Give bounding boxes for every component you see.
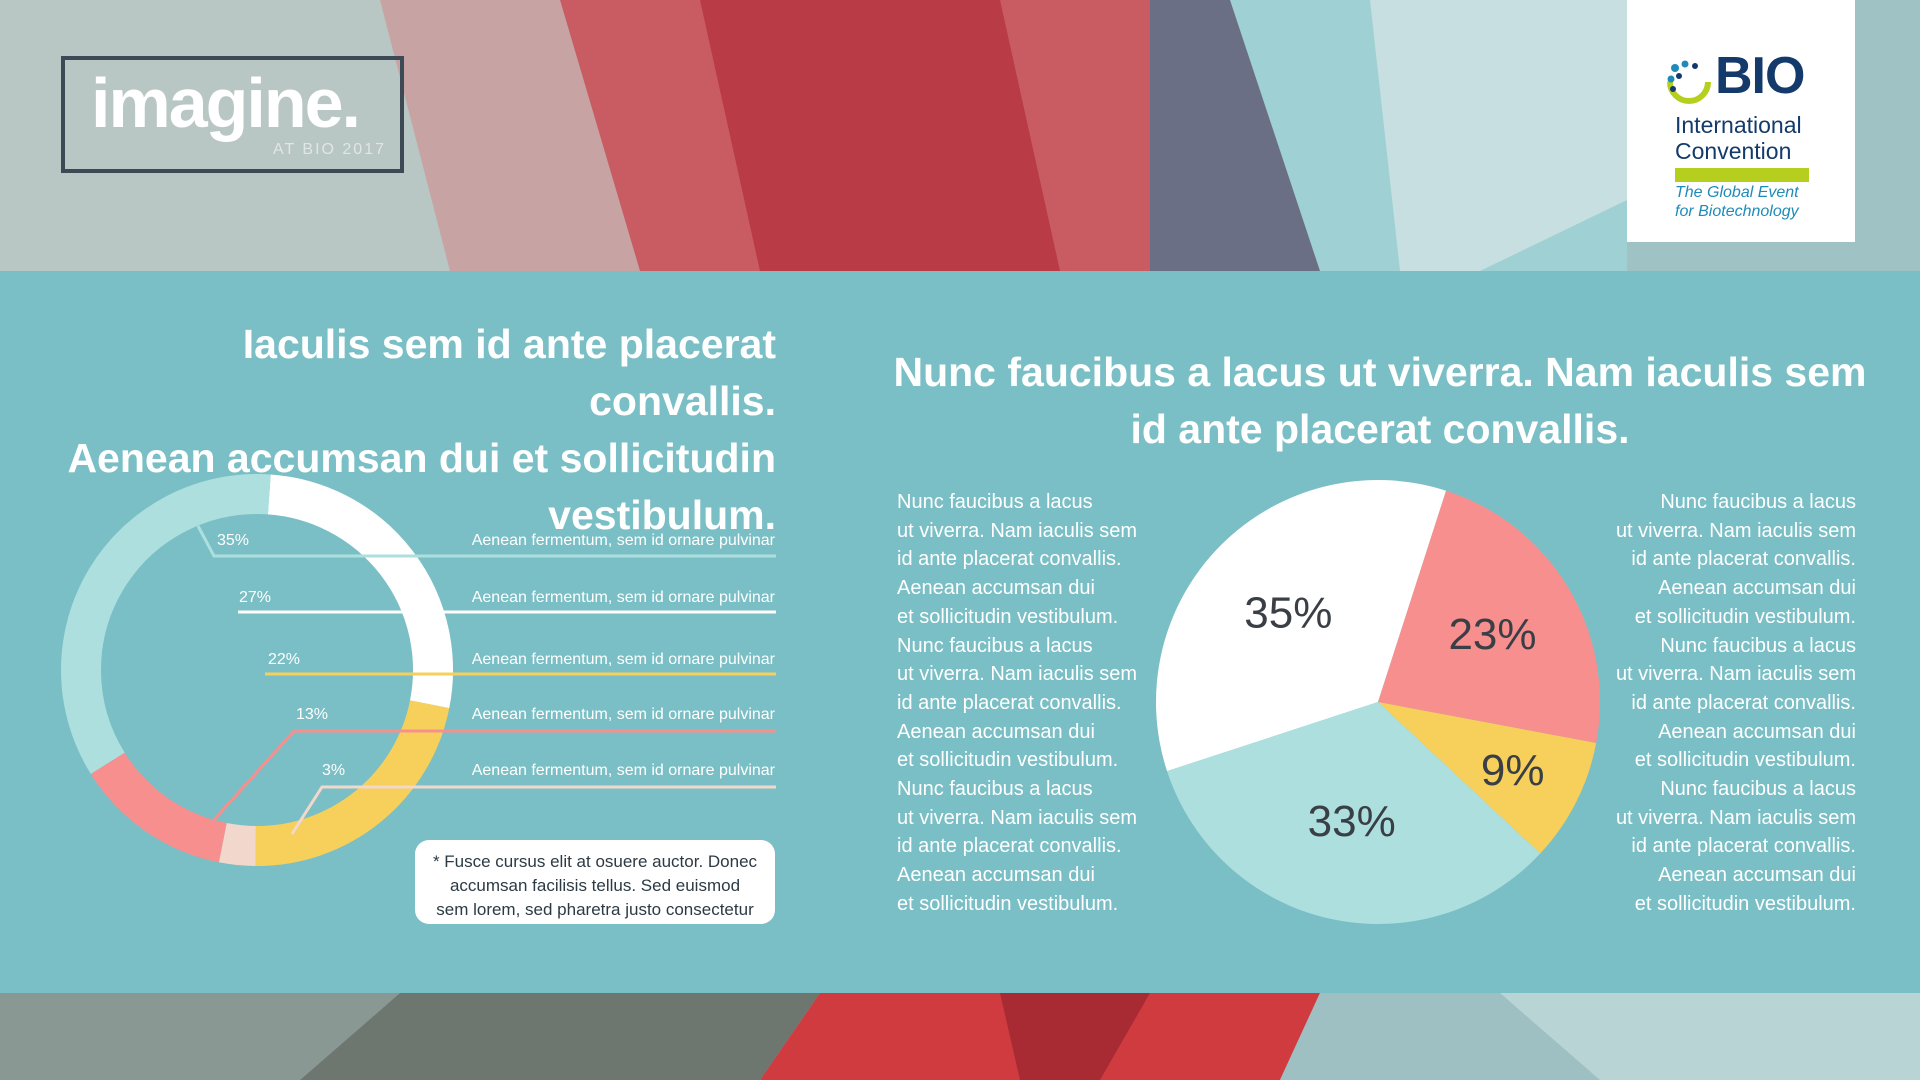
left-column-line: Nunc faucibus a lacus [897,778,1093,801]
left-column-line: id ante placerat convallis. [897,835,1122,858]
right-column-line: ut viverra. Nam iaculis sem [1615,806,1856,829]
bio-name: BIO [1715,47,1805,105]
right-column-line: id ante placerat convallis. [1631,691,1856,714]
right-column-line: et sollicitudin vestibulum. [1634,749,1856,772]
right-column-line: Aenean accumsan dui [1658,577,1856,600]
left-column-line: Aenean accumsan dui [897,864,1095,887]
footnote-line-1: * Fusce cursus elit at osuere auctor. Donec [432,852,758,871]
legend-label-5: Aenean fermentum, sem id ornare pulvinar [471,762,775,779]
left-column-line: Aenean accumsan dui [897,577,1095,600]
left-column-line: ut viverra. Nam iaculis sem [897,806,1138,829]
left-column-line: ut viverra. Nam iaculis sem [897,519,1138,542]
right-column-line: Nunc faucibus a lacus [1660,634,1856,657]
bio-tagline-2: for Biotechnology [1675,203,1799,220]
pie-label-9%: 9% [1480,746,1545,796]
left-column-line: id ante placerat convallis. [897,548,1122,571]
legend-label-1: Aenean fermentum, sem id ornare pulvinar [471,532,775,549]
bio-line-international: International [1675,112,1802,138]
right-column-line: et sollicitudin vestibulum. [1634,892,1856,915]
right-column-line: Aenean accumsan dui [1658,864,1856,887]
pie-label-23%: 23% [1448,609,1537,659]
left-column-line: et sollicitudin vestibulum. [897,892,1119,915]
right-column-line: id ante placerat convallis. [1631,835,1856,858]
left-column-line: id ante placerat convallis. [897,691,1122,714]
bio-line-convention: Convention [1675,138,1792,164]
footnote-line-3: sem lorem, sed pharetra justo consectetur [436,900,754,919]
right-title-line-2: id ante placerat convallis. [1130,406,1630,452]
legend-pct-5: 3% [322,762,346,779]
left-column-line: ut viverra. Nam iaculis sem [897,663,1138,686]
left-title-line-1: Iaculis sem id ante placerat convallis. [242,321,776,424]
legend-pct-3: 22% [268,651,301,668]
left-column-line: Nunc faucibus a lacus [897,634,1093,657]
legend-label-3: Aenean fermentum, sem id ornare pulvinar [471,651,775,668]
legend-label-2: Aenean fermentum, sem id ornare pulvinar [471,589,775,606]
left-column-line: et sollicitudin vestibulum. [897,749,1119,772]
imagine-logo-word: imagine. [91,64,359,142]
imagine-logo-subtitle: AT BIO 2017 [272,141,386,158]
legend-pct-2: 27% [239,589,272,606]
left-column-line: et sollicitudin vestibulum. [897,605,1119,628]
right-column-line: et sollicitudin vestibulum. [1634,605,1856,628]
right-column-line: Nunc faucibus a lacus [1660,778,1856,801]
right-column-line: Aenean accumsan dui [1658,720,1856,743]
left-title-line-3: vestibulum. [548,492,776,538]
pie-label-33%: 33% [1307,797,1396,847]
right-column-line: ut viverra. Nam iaculis sem [1615,519,1856,542]
left-column-line: Aenean accumsan dui [897,720,1095,743]
bio-tagline-1: The Global Event [1675,184,1799,201]
legend-pct-1: 35% [217,532,250,549]
footnote-line-2: accumsan facilisis tellus. Sed euismod [449,876,741,895]
right-title-line-1: Nunc faucibus a lacus ut viverra. Nam iaculis sem [893,349,1867,395]
right-column-line: ut viverra. Nam iaculis sem [1615,663,1856,686]
left-title-line-2: Aenean accumsan dui et sollicitudin [67,435,776,481]
legend-pct-4: 13% [296,706,329,723]
right-column-line: Nunc faucibus a lacus [1660,491,1856,513]
legend-label-4: Aenean fermentum, sem id ornare pulvinar [471,706,775,723]
pie-label-35%: 35% [1244,588,1333,638]
left-column-line: Nunc faucibus a lacus [897,491,1093,513]
right-column-line: id ante placerat convallis. [1631,548,1856,571]
